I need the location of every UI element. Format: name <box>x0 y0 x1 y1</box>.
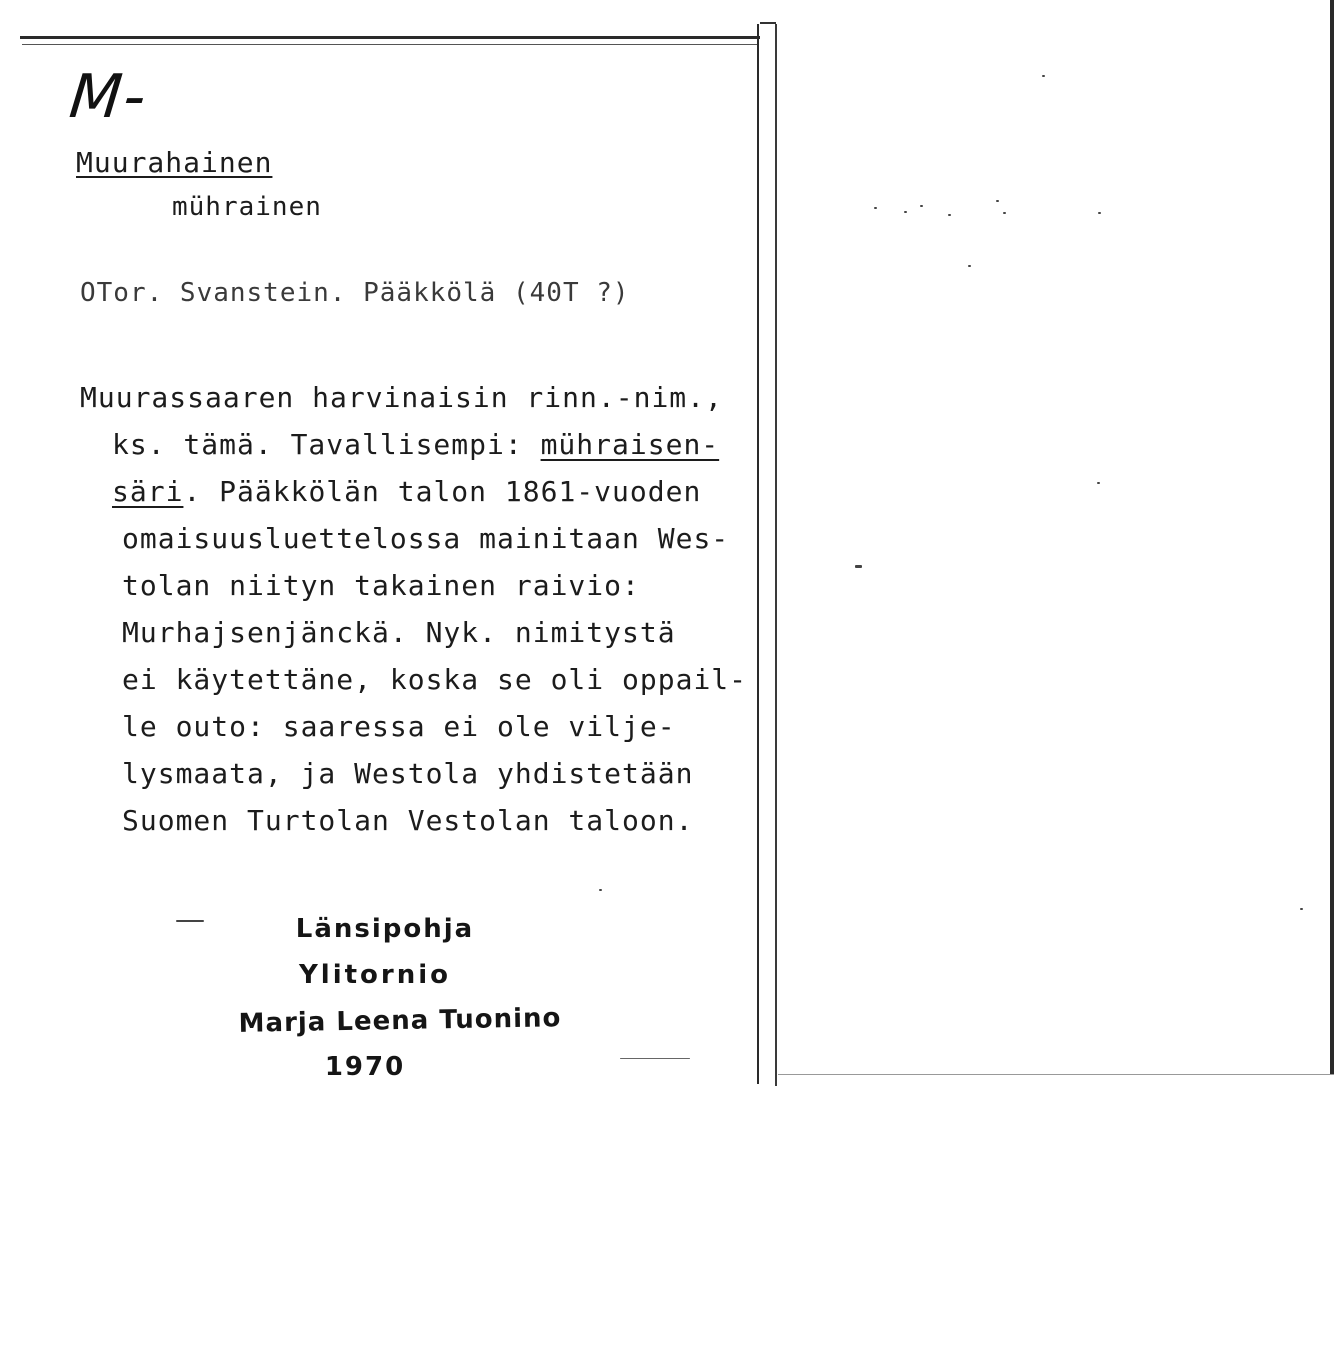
body-line: omaisuusluettelossa mainitaan Wes- <box>122 522 730 555</box>
card-top-right-mark <box>760 22 776 24</box>
body-line <box>80 468 747 515</box>
dialect-form: mührainen <box>172 192 322 222</box>
body-line: Murhajsenjänckä. Nyk. nimitystä <box>122 616 676 649</box>
card-top-border-inner <box>22 44 758 45</box>
underlined-term: säri <box>112 475 184 508</box>
body-line-text: . Pääkkölän talon 1861-vuoden <box>183 475 702 508</box>
scan-speck <box>968 265 971 267</box>
card-right-border <box>757 24 759 1084</box>
scan-speck <box>620 1058 690 1059</box>
body-line: Suomen Turtolan Vestolan taloon. <box>122 804 694 837</box>
body-line: le outo: saaressa ei ole vilje- <box>122 710 676 743</box>
card-right-border-outer <box>775 24 777 1086</box>
scan-speck <box>1097 482 1100 484</box>
body-line: lysmaata, ja Westola yhdistetään <box>122 757 694 790</box>
scan-speck <box>996 200 999 202</box>
body-line <box>80 421 747 468</box>
underlined-term: mühraisen- <box>540 428 720 461</box>
scan-speck <box>874 207 877 209</box>
scan-speck <box>948 214 951 216</box>
headword: Muurahainen <box>76 146 273 179</box>
scan-speck <box>1003 212 1006 214</box>
scan-speck <box>1098 212 1101 214</box>
body-line: ei käytettäne, koska se oli oppail- <box>122 663 748 696</box>
body-line-text: ks. tämä. Tavallisempi: <box>112 428 541 461</box>
scan-speck <box>1300 908 1303 910</box>
card-body-text <box>80 374 747 844</box>
scan-speck <box>1042 75 1045 77</box>
location-line: OTor. Svanstein. Pääkkölä (40T ?) <box>80 278 630 308</box>
scan-bottom-edge <box>778 1074 1334 1075</box>
scan-speck <box>904 211 907 213</box>
handwritten-head-letter: M- <box>66 62 152 132</box>
stamp-parish: Ylitornio <box>298 960 452 990</box>
card-top-border <box>20 36 760 39</box>
collector-stamp <box>200 906 600 1090</box>
scan-right-edge <box>1330 0 1334 1075</box>
stamp-region: Länsipohja <box>295 914 475 944</box>
scan-speck <box>855 565 862 568</box>
scan-speck <box>599 889 602 891</box>
stamp-year: 1970 <box>324 1052 406 1082</box>
body-line: Muurassaaren harvinaisin rinn.-nim., <box>80 381 723 414</box>
scan-speck <box>920 205 923 207</box>
stamp-collector: Marja Leena Tuonino <box>238 1003 562 1039</box>
body-line: tolan niityn takainen raivio: <box>122 569 640 602</box>
